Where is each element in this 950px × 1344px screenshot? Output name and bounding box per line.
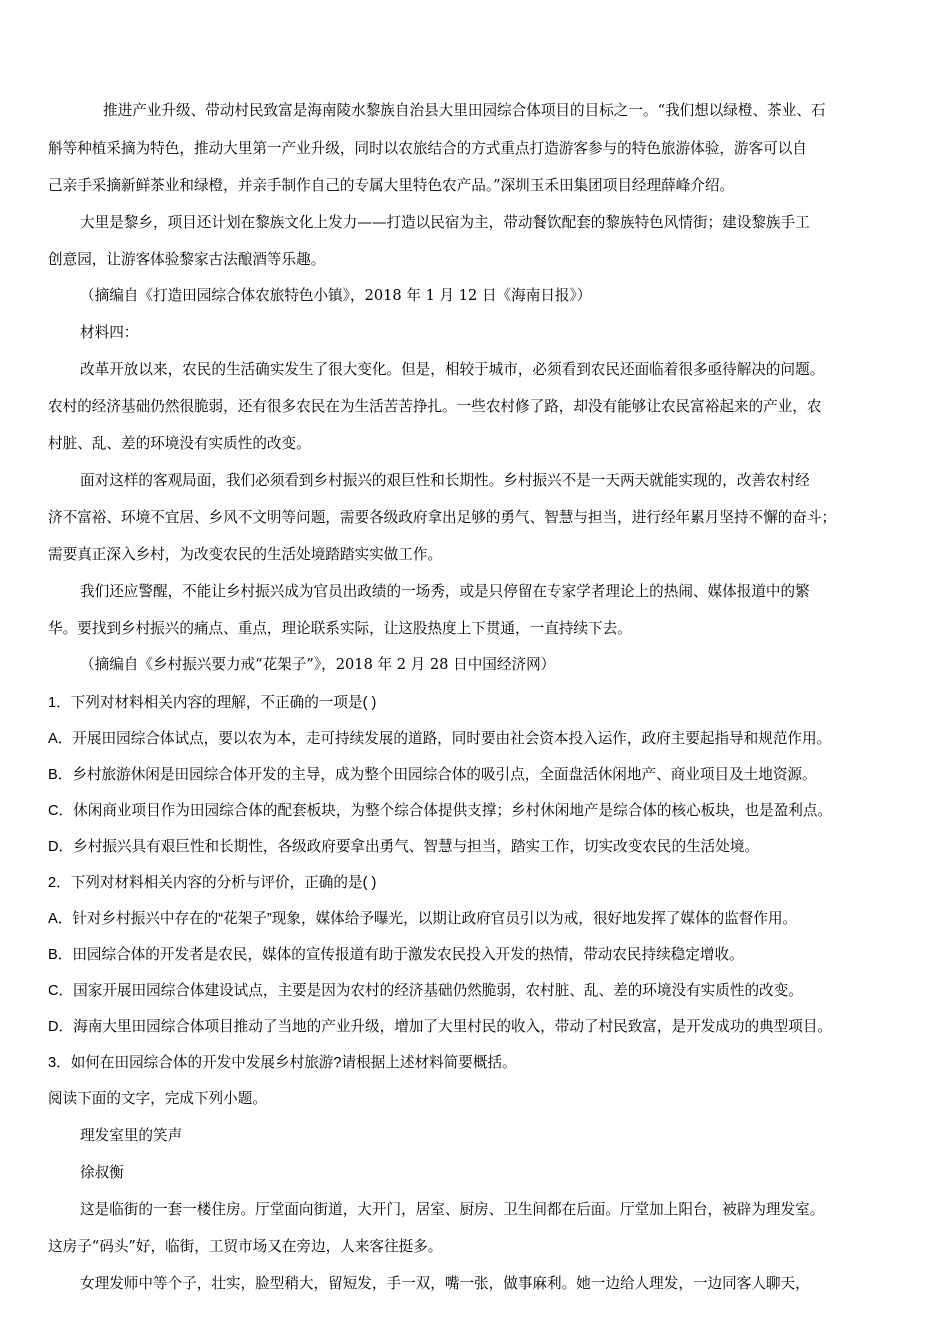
question-2-stem: 2．下列对材料相关内容的分析与评价，正确的是( )	[48, 875, 377, 891]
story-para2-line1: 女理发师中等个子，壮实，脸型稍大，留短发，手一双，嘴一张，做事麻利。她一边给人理发，一边同客人聊天，	[80, 1275, 810, 1292]
material4-para2-line1: 面对这样的客观局面，我们必须看到乡村振兴的艰巨性和长期性。乡村振兴不是一天两天就能实现的，改善农村经	[80, 472, 810, 489]
material3-source: （摘编自《打造田园综合体农旅特色小镇》，2018 年 1 月 12 日《海南日报》）	[80, 287, 592, 304]
material4-heading: 材料四：	[80, 324, 139, 341]
material4-para3-line2: 华。要找到乡村振兴的痛点、重点，理论联系实际，让这股热度上下贯通，一直持续下去。	[48, 620, 632, 637]
question-1-option-a: A．开展田园综合体试点，要以农为本，走可持续发展的道路，同时要由社会资本投入运作，政府主要起指导和规范作用。	[48, 731, 832, 747]
material3-para1-line2: 斛等种植采摘为特色，推动大里第一产业升级，同时以农旅结合的方式重点打造游客参与的特色旅游体验，游客可以自	[48, 140, 807, 157]
question-2-option-c: C．国家开展田园综合体建设试点，主要是因为农村的经济基础仍然脆弱，农村脏、乱、差的环境没有实质性的改变。	[48, 983, 803, 999]
question-2-option-d: D．海南大里田园综合体项目推动了当地的产业升级，增加了大里村民的收入，带动了村民致富，是开发成功的典型项目。	[48, 1019, 833, 1035]
material4-para2-line3: 需要真正深入乡村，为改变农民的生活处境踏踏实实做工作。	[48, 546, 443, 563]
question-2-option-a: A．针对乡村振兴中存在的“花架子”现象，媒体给予曝光，以期让政府官员引以为戒，很好地发挥了媒体的监督作用。	[48, 911, 798, 927]
question-1-stem: 1．下列对材料相关内容的理解，不正确的一项是( )	[48, 695, 377, 711]
question-1-option-b: B．乡村旅游休闲是田园综合体开发的主导，成为整个田园综合体的吸引点，全面盘活休闲地产、商业项目及土地资源。	[48, 767, 817, 783]
story-author: 徐叔衡	[80, 1164, 124, 1181]
material4-source: （摘编自《乡村振兴要力戒“花架子”》，2018 年 2 月 28 日中国经济网）	[80, 656, 556, 673]
material4-para1-line2: 农村的经济基础仍然很脆弱，还有很多农民在为生活苦苦挣扎。一些农村修了路，却没有能够让农民富裕起来的产业，农	[48, 398, 822, 415]
question-3-stem: 3．如何在田园综合体的开发中发展乡村旅游?请根据上述材料简要概括。	[48, 1055, 517, 1071]
material4-para1-line3: 村脏、乱、差的环境没有实质性的改变。	[48, 435, 311, 452]
material4-para1-line1: 改革开放以来，农民的生活确实发生了很大变化。但是，相较于城市，必须看到农民还面临着很多亟待解决的问题。	[80, 361, 825, 378]
material3-para1-line1: 推进产业升级、带动村民致富是海南陵水黎族自治县大里田园综合体项目的目标之一。“我们想以绿橙、茶业、石	[103, 102, 826, 119]
material3-para2-line2: 创意园，让游客体验黎家古法酿酒等乐趣。	[48, 251, 326, 268]
material3-para1-line3: 己亲手采摘新鲜茶业和绿橙，并亲手制作自己的专属大里特色农产品。”深圳玉禾田集团项目经理薛峰介绍。	[48, 177, 735, 194]
story-para1-line1: 这是临街的一套一楼住房。厅堂面向街道，大开门，居室、厨房、卫生间都在后面。厅堂加上阳台，被辟为理发室。	[80, 1201, 825, 1218]
story-title: 理发室里的笑声	[80, 1127, 183, 1144]
material4-para2-line2: 济不富裕、环境不宜居、乡风不文明等问题，需要各级政府拿出足够的勇气、智慧与担当，进行经年累月坚持不懈的奋斗；	[48, 509, 837, 526]
material3-para2-line1: 大里是黎乡，项目还计划在黎族文化上发力——打造以民宿为主，带动餐饮配套的黎族特色风情街；建设黎族手工	[80, 214, 810, 231]
question-1-option-c: C．休闲商业项目作为田园综合体的配套板块，为整个综合体提供支撑；乡村休闲地产是综合体的核心板块，也是盈利点。	[48, 803, 833, 819]
reading-instruction: 阅读下面的文字，完成下列小题。	[48, 1091, 267, 1107]
material4-para3-line1: 我们还应警醒，不能让乡村振兴成为官员出政绩的一场秀，或是只停留在专家学者理论上的热闹、媒体报道中的繁	[80, 583, 810, 600]
question-2-option-b: B．田园综合体的开发者是农民，媒体的宣传报道有助于激发农民投入开发的热情，带动农民持续稳定增收。	[48, 947, 744, 963]
question-1-option-d: D．乡村振兴具有艰巨性和长期性，各级政府要拿出勇气、智慧与担当，踏实工作，切实改变农民的生活处境。	[48, 839, 760, 855]
story-para1-line2: 这房子“码头”好，临街，工贸市场又在旁边，人来客往挺多。	[48, 1238, 443, 1255]
